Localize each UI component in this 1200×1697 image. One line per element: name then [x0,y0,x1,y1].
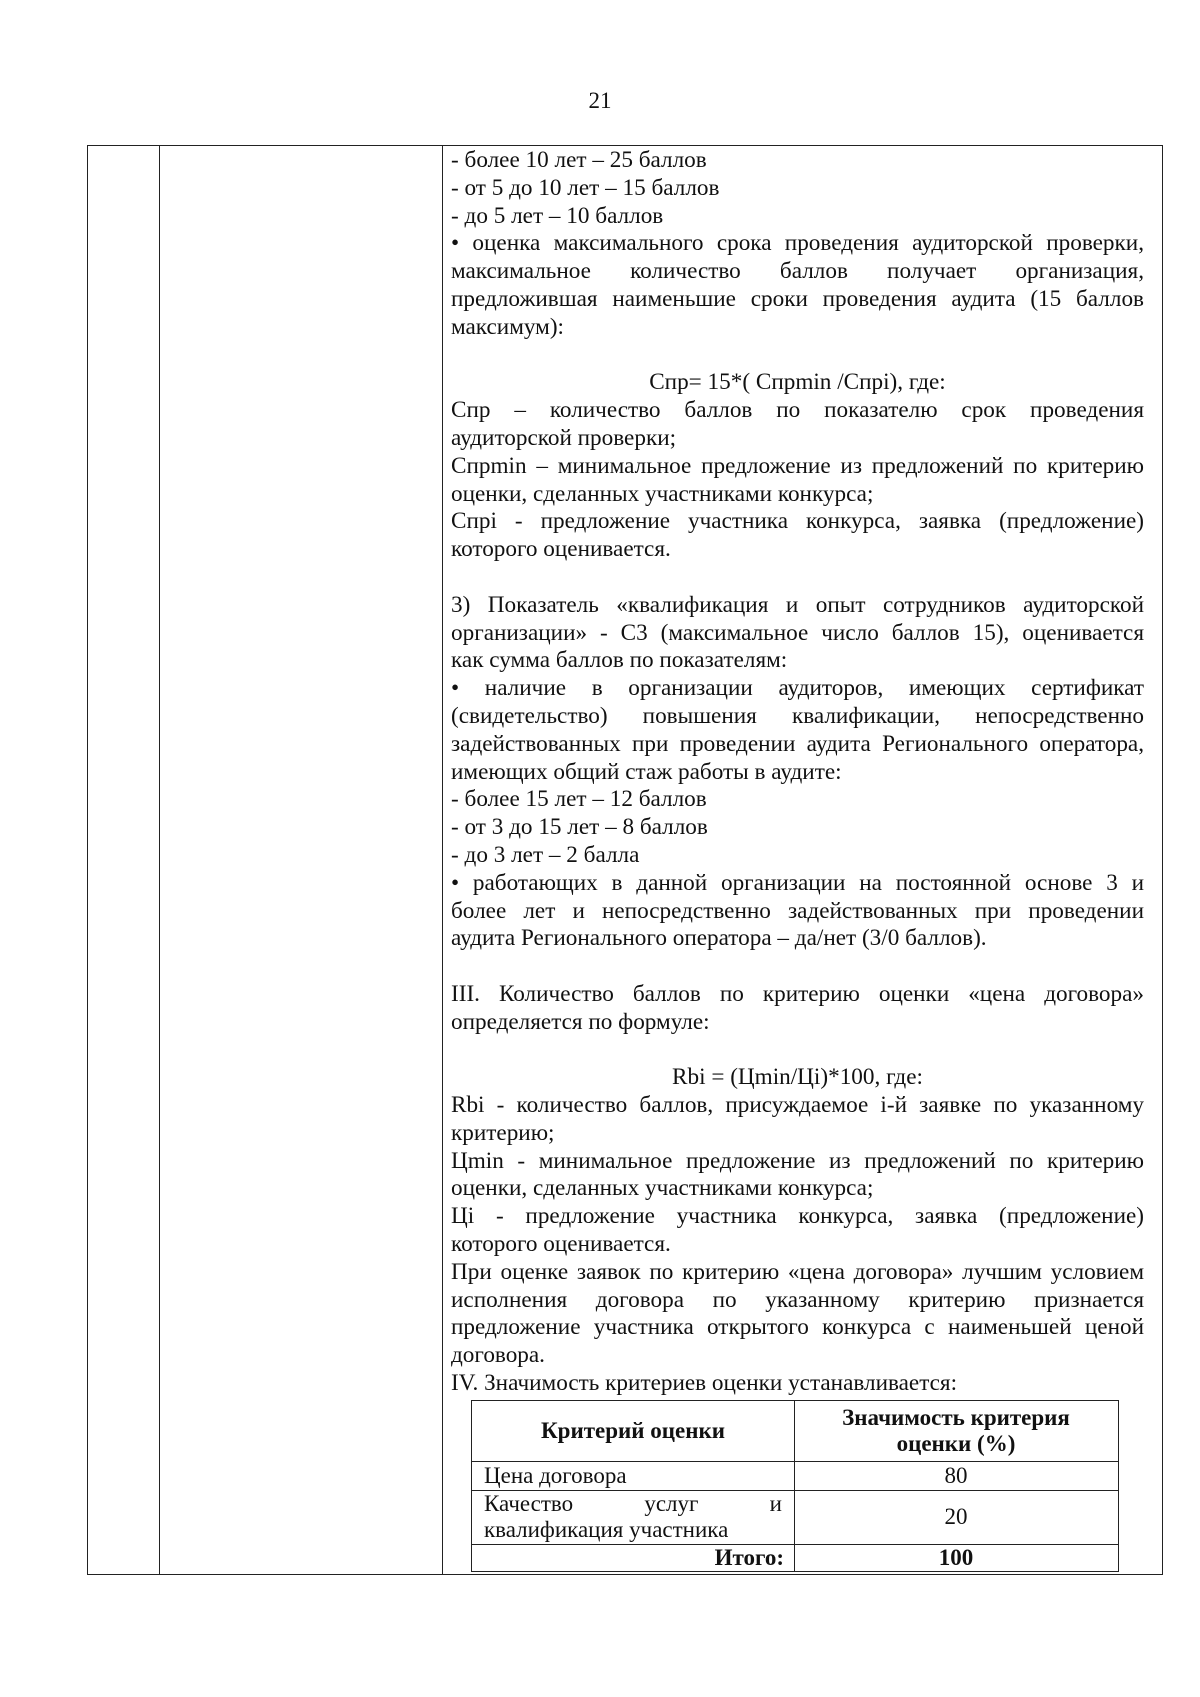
text-line: При оценке заявок по критерию «цена договора» лучшим условием [451,1258,1144,1285]
text-line: III. Количество баллов по критерию оценки «цена договора» [451,980,1144,1007]
formula-rbi: Rbi = (Цmin/Цi)*100, где: [672,1064,923,1091]
text-line: предложившая наименьшие сроки проведения аудита (15 баллов [451,285,1144,312]
text-line: более лет и непосредственно задействованных при проведении [451,897,1144,924]
text-line: как сумма баллов по показателям: [451,647,788,674]
text-line: Спр – количество баллов по показателю срок проведения [451,397,1144,424]
text-line: Цi - предложение участника конкурса, заявка (предложение) [451,1203,1144,1230]
criteria-description-text [451,147,1144,1398]
table-total-value: 100 [938,1544,974,1570]
text-line: оценки, сделанных участниками конкурса; [451,480,874,507]
text-line: критерию; [451,1119,555,1146]
text-line: Rbi - количество баллов, присуждаемое i-й заявке по указанному [451,1092,1144,1119]
text-line: оценки, сделанных участниками конкурса; [451,1175,874,1202]
table-cell-criterion: Цена договора [484,1462,627,1488]
text-line: предложение участника открытого конкурса с наименьшей ценой [451,1314,1144,1341]
text-line: аудита Регионального оператора – да/нет (3/0 баллов). [451,925,987,952]
text-line: - до 5 лет – 10 баллов [451,202,664,229]
text-line: задействованных при проведении аудита Регионального оператора, [451,730,1144,757]
text-line: - от 3 до 15 лет – 8 баллов [451,814,708,841]
table-header-weight: Значимость критерия оценки (%) [842,1405,1070,1456]
text-line: Спрmin – минимальное предложение из предложений по критерию [451,452,1144,479]
text-line: - более 10 лет – 25 баллов [451,147,707,173]
text-line: - более 15 лет – 12 баллов [451,786,707,813]
text-line: которого оценивается. [451,536,671,563]
text-line: • наличие в организации аудиторов, имеющих сертификат [451,675,1144,702]
page-number: 21 [588,88,612,113]
text-line: организации» - С3 (максимальное число баллов 15), оценивается [451,619,1144,646]
text-line: максимум): [451,313,564,340]
table-cell-criterion: Качество услуг и квалификация участника [484,1491,782,1542]
table-total-label: Итого: [714,1544,784,1570]
text-line: - от 5 до 10 лет – 15 баллов [451,174,720,201]
table-header-criterion: Критерий оценки [541,1418,725,1443]
text-line: исполнения договора по указанному критерию признается [451,1286,1144,1313]
formula-spr: Спр= 15*( Спрmin /Спрi), где: [649,369,946,396]
text-line: • оценка максимального срока проведения аудиторской проверки, [451,230,1144,257]
column-divider-2 [442,146,443,1574]
text-line: - до 3 лет – 2 балла [451,841,640,868]
text-line: 3) Показатель «квалификация и опыт сотрудников аудиторской [451,591,1144,618]
text-line: договора. [451,1342,545,1369]
column-divider-1 [159,146,160,1574]
text-line: (свидетельство) повышения квалификации, непосредственно [451,702,1144,729]
text-line: аудиторской проверки; [451,424,677,451]
text-line: IV. Значимость критериев оценки устанавливается: [451,1370,958,1397]
criteria-weight-table [471,1400,1119,1572]
text-line: которого оценивается. [451,1231,671,1258]
text-line: максимальное количество баллов получает организация, [451,258,1144,285]
text-line: определяется по формуле: [451,1008,710,1035]
text-line: имеющих общий стаж работы в аудите: [451,758,842,785]
text-line: • работающих в данной организации на постоянной основе 3 и [451,869,1144,896]
table-cell-weight: 20 [944,1504,968,1529]
text-line: Спрi - предложение участника конкурса, заявка (предложение) [451,508,1144,535]
table-cell-weight: 80 [944,1462,968,1488]
text-line: Цmin - минимальное предложение из предложений по критерию [451,1147,1144,1174]
